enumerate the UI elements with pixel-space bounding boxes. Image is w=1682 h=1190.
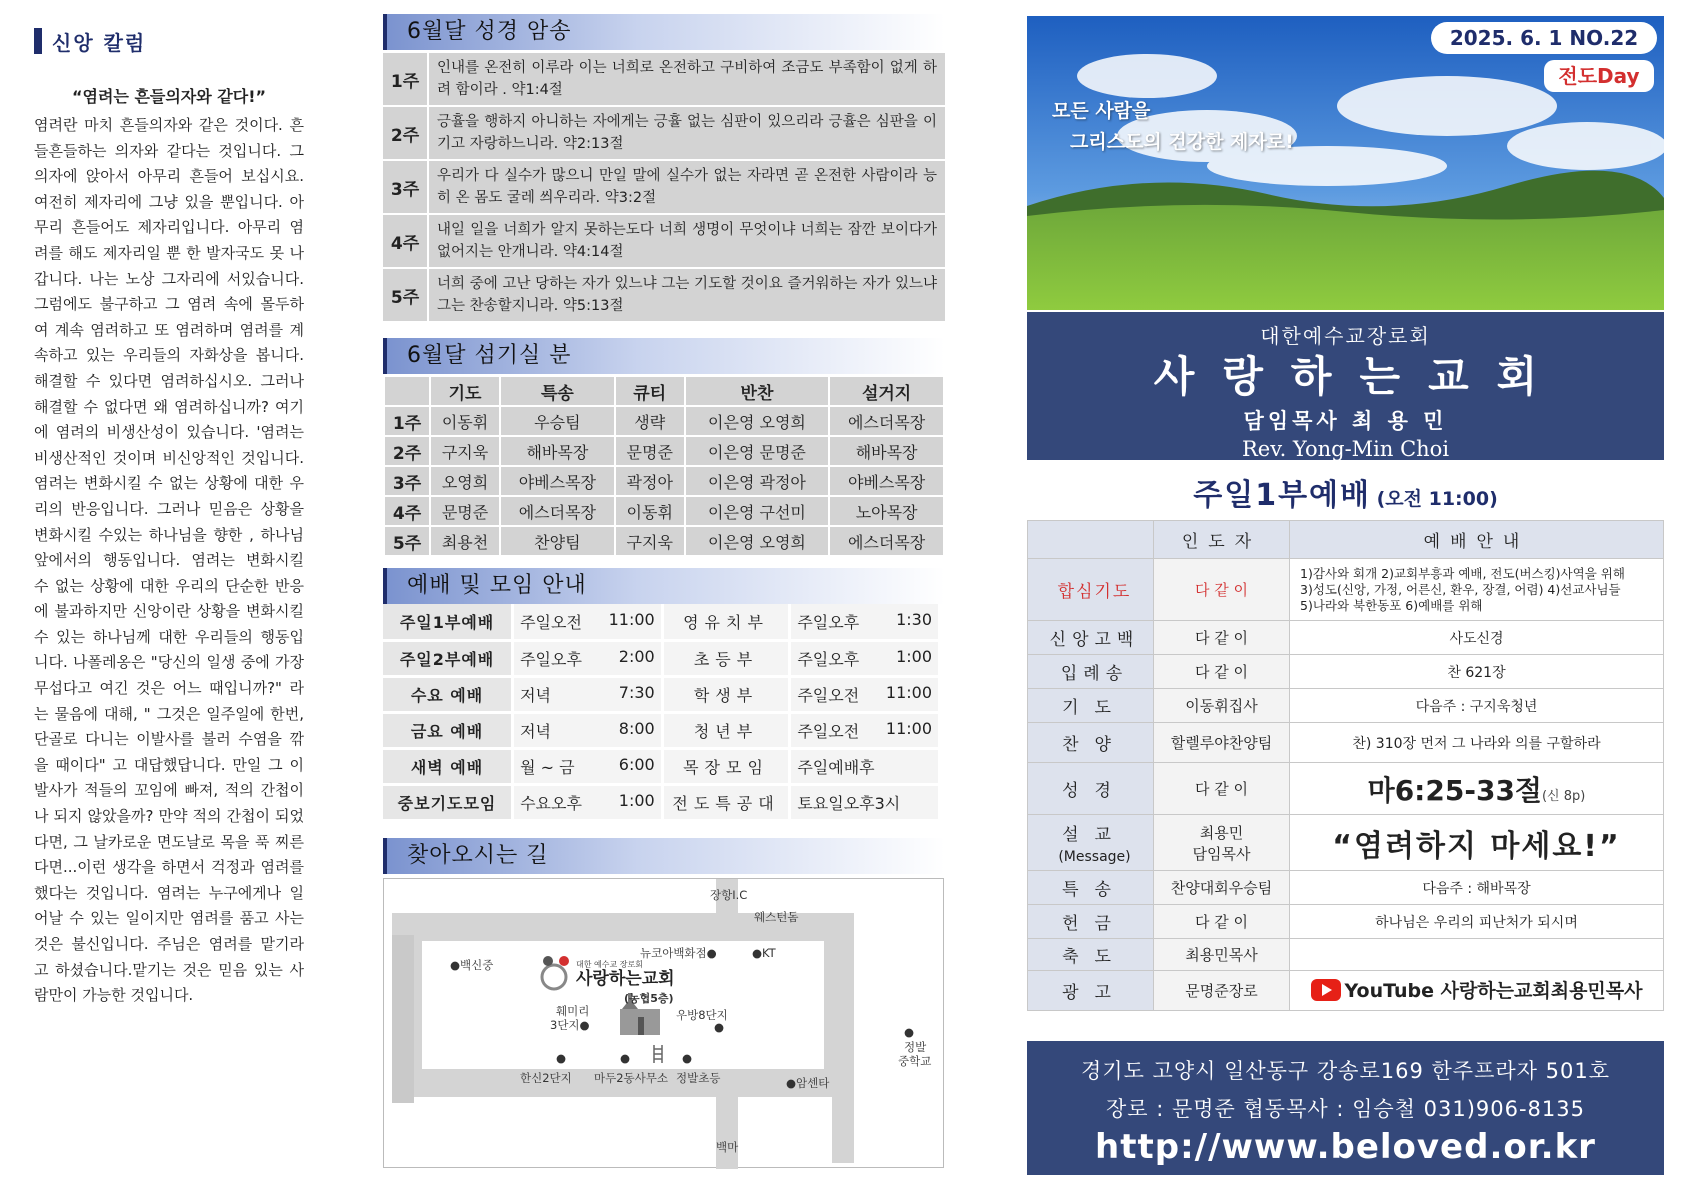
prayer-topics: 1)감사와 회개 2)교회부흥과 예배, 전도(버스킹)사역을 위해 3)성도(신앙, 가정, 어른신, 환우, 장결, 어렴) 4)선교사님들 5)나라와 북한동포 6)예배를 위해	[1300, 565, 1625, 613]
verse-week: 5주	[383, 269, 429, 321]
duty-cell: 이은영 구선미	[685, 496, 829, 526]
order-guide-text: 찬) 310장 먼저 그 나라와 의를 구할하라	[1352, 735, 1601, 752]
order-guide-text: 찬 621장	[1447, 664, 1506, 681]
order-item-label: 설교	[1062, 825, 1127, 845]
map-label-newcore: 뉴코아백화점●	[640, 946, 717, 960]
duty-cell: 해바목장	[829, 436, 944, 466]
duty-cell: 에스더목장	[500, 496, 615, 526]
verse-text: 너희 중에 고난 당하는 자가 있느냐 그는 기도할 것이요 즐거워하는 자가 있느냐 그는 찬송할지니라. 약5:13절	[437, 276, 937, 314]
duty-cell: 에스더목장	[829, 526, 944, 556]
order-item-label: 특송	[1062, 880, 1127, 900]
church-address: 경기도 고양시 일산동구 강송로169 한주프라자 501호	[1081, 1059, 1610, 1083]
map-label-janghang-ic: 장항I.C	[710, 888, 748, 902]
group-hour: 1:00	[896, 646, 932, 666]
service-title	[1027, 470, 1664, 514]
pastor-name: 담임목사 최 용 민	[1243, 409, 1448, 433]
order-item	[1028, 905, 1154, 939]
verse-text: 인내를 온전히 이루라 이는 너희로 온전하고 구비하여 조금도 부족함이 없게 하려 함이라 . 약1:4절	[437, 60, 937, 98]
title-bar	[34, 28, 42, 54]
youtube-channel-link[interactable]: YouTube 사랑하는교회최용민목사	[1344, 980, 1643, 1003]
meeting-day: 저녁	[520, 685, 551, 705]
order-leader: 다 같 이	[1154, 905, 1290, 939]
group-name: 학생부	[662, 676, 790, 712]
duty-header-cell: 기도	[430, 376, 500, 406]
meeting-hour: 11:00	[608, 609, 655, 629]
order-leader: 다 같 이	[1154, 621, 1290, 655]
duty-week: 3주	[384, 466, 430, 496]
slogan-line-2: 그리스도의 건강한 제자로!	[1070, 131, 1294, 153]
order-guide	[1290, 905, 1664, 939]
road-south	[716, 1075, 738, 1169]
order-item-label: 합심기도	[1057, 582, 1132, 602]
meeting-name: 수요 예배	[383, 676, 513, 712]
church-footer	[1027, 1041, 1664, 1175]
order-guide	[1290, 723, 1664, 763]
svg-text:●: ●	[620, 1051, 631, 1065]
church-website-link[interactable]: http://www.beloved.or.kr	[1095, 1127, 1596, 1167]
order-leader: 최용민목사	[1154, 939, 1290, 971]
meeting-time	[513, 640, 663, 676]
road-right	[832, 913, 854, 1163]
duty-header-row	[384, 376, 944, 406]
map-label-jeongbal-elem: 정발초등	[676, 1071, 721, 1085]
column-title	[34, 24, 304, 58]
verse-week: 2주	[383, 107, 429, 159]
group-time	[790, 784, 940, 820]
meeting-hour: 7:30	[618, 682, 655, 702]
order-item-label: 성경	[1062, 781, 1127, 801]
map-label-weston: 웨스턴돔	[754, 910, 799, 924]
scripture-page: (신 8p)	[1541, 788, 1586, 804]
duty-week: 1주	[384, 406, 430, 436]
map-label-church-small: 대한 예수교 장로회	[576, 960, 643, 969]
worship-order-table	[1027, 520, 1664, 1011]
map-label-kt: ●KT	[752, 946, 776, 960]
svg-text:●: ●	[904, 1025, 915, 1039]
order-guide	[1290, 815, 1664, 871]
order-item	[1028, 971, 1154, 1011]
order-header-row	[1028, 521, 1664, 559]
group-name: 목장모임	[662, 748, 790, 784]
location-map	[383, 878, 944, 1168]
duty-cell: 구지욱	[430, 436, 500, 466]
order-guide	[1290, 971, 1664, 1011]
group-day: 주일예배후	[797, 757, 875, 777]
duty-week: 4주	[384, 496, 430, 526]
duty-cell: 구지욱	[615, 526, 685, 556]
duty-cell: 야베스목장	[829, 466, 944, 496]
group-time	[790, 640, 940, 676]
duty-cell: 야베스목장	[500, 466, 615, 496]
order-guide-text: 다음주 : 구지욱청년	[1415, 698, 1538, 715]
faith-column	[34, 24, 304, 1144]
duty-cell: 이동휘	[615, 496, 685, 526]
order-row	[1028, 559, 1664, 621]
map-label-humiri-2: 3단지●	[550, 1018, 590, 1032]
order-row	[1028, 655, 1664, 689]
duty-week: 5주	[384, 526, 430, 556]
verses-heading: 6월달 성경 암송	[383, 14, 945, 50]
order-leader: 찬양대회우승팀	[1154, 871, 1290, 905]
youtube-channel[interactable]	[1311, 976, 1643, 1003]
meeting-hour: 1:00	[618, 790, 655, 810]
verse-row	[383, 215, 945, 269]
map-label-humiri-1: 훼미리	[556, 1004, 590, 1018]
meeting-day: 주일오후	[520, 649, 582, 669]
order-leader: 다 같 이	[1154, 763, 1290, 815]
order-guide	[1290, 655, 1664, 689]
duty-cell: 이은영 문명준	[685, 436, 829, 466]
order-guide	[1290, 621, 1664, 655]
order-guide	[1290, 763, 1664, 815]
group-hour: 11:00	[885, 682, 932, 702]
order-item-label: 신앙고백	[1049, 630, 1140, 650]
order-row	[1028, 689, 1664, 723]
meeting-hour: 8:00	[618, 718, 655, 738]
duty-week: 2주	[384, 436, 430, 466]
column-body: 염려란 마치 흔들의자와 같은 것이다. 흔들흔들하는 의자와 같다는 것입니다. 그 의자에 앉아서 아무리 흔들어 보십시요. 여전히 제자리에 그냥 있을 뿐입니다. 아무리 흔들어도 제자리입니다. 아무리 염려를 해도 제자리일 뿐 한 발자국도 못 나갑니다. 나는 노상 그자리에 서있습니다. 그럼에도 불구하고 그 염려 속에 몰두하여 계속 염려하고 또 염려하며 염려를 계속하고 있는 우리들의 자화상을 봅니다. 해결할 수 있다면 염려하십시오. 그러나 해결할 수 없다면 왜 염려하십니까? 여기에 염려의 비생산성이 있습니다. '염려는 비생산적인 것이며 비신앙적인 것입니다. 염려는 변화시킬 수 없는 상황에 대한 우리의 반응입니다. 그러나 믿음은 상황을 변화시킬 수있는 하나님을 향한 , 하나님 앞에서의 행동입니다. 염려는 변화시킬 수 없는 상황에 대한 우리의 단순한 반응에 불과하지만 신앙이란 상황을 변화시킬 수 있는 하나님께 대한 우리들의 행동입니다. 나폴레옹은 "당신의 일생 중에 가장 무섭다고 여긴 것은 어느 때입니까?" 라는 물음에 대해, " 그것은 일주일에 한번, 단골로 다니는 이발사를 불러 수염을 깎을 때이다" 고 대답했답니다. 만일 그 이발사가 적들의 꼬임에 빠져, 적의 간첩이나 되지 않았을까? 만약 적의 간첩이 되었다면, 그 날카로운 면도날로 목을 푹 찌른다면...이런 생각을 하면서 걱정과 염려를 했다는 것입니다. 염려는 누구에게나 일어날 수 있는 일이지만 염려를 품고 사는 것은 불신입니다. 주님은 염려를 맡기라고 하셨습니다.맡기는 것은 믿음 있는 사람만이 가능한 것입니다.	[34, 116, 304, 1005]
order-item-label: 입례송	[1060, 664, 1129, 684]
meeting-time	[513, 676, 663, 712]
meeting-day: 수요오후	[520, 793, 582, 813]
order-guide	[1290, 939, 1664, 971]
order-leader: 다 같 이	[1154, 655, 1290, 689]
order-row	[1028, 871, 1664, 905]
order-guide	[1290, 559, 1664, 621]
group-time	[790, 676, 940, 712]
duty-header-cell: 반찬	[685, 376, 829, 406]
map-drawing	[384, 879, 945, 1169]
map-heading: 찾아오시는 길	[383, 838, 945, 874]
group-time	[790, 748, 940, 784]
meeting-row	[383, 748, 940, 784]
verse-week: 1주	[383, 53, 429, 105]
sermon-title: “염려하지 마세요!”	[1332, 828, 1621, 864]
map-label-madu: 마두2동사무소	[594, 1071, 668, 1085]
meetings-heading: 예배 및 모임 안내	[383, 568, 945, 604]
group-name: 청년부	[662, 712, 790, 748]
map-label-baekma: 백마	[716, 1140, 739, 1154]
group-hour: 11:00	[885, 718, 932, 738]
verse-row	[383, 269, 945, 323]
verse-text: 긍휼을 행하지 아니하는 자에게는 긍휼 없는 심판이 있으리라 긍휼은 심판을 이기고 자랑하느니라. 약2:13절	[437, 114, 937, 152]
church-contact: 장로 : 문명준 협동목사 : 임승철 031)906-8135	[1105, 1097, 1585, 1121]
map-label-church-floor: (농협5층)	[624, 992, 674, 1005]
order-item	[1028, 655, 1154, 689]
group-day: 주일오후	[797, 649, 860, 669]
meeting-hour: 2:00	[618, 646, 655, 666]
order-item	[1028, 559, 1154, 621]
order-item	[1028, 939, 1154, 971]
church-header	[1027, 312, 1664, 460]
pastor-name-en: Rev. Yong-Min Choi	[1241, 437, 1450, 461]
duty-cell: 노아목장	[829, 496, 944, 526]
duty-header-cell: 특송	[500, 376, 615, 406]
meeting-day: 저녁	[520, 721, 551, 741]
map-label-hanshin: 한신2단지	[520, 1071, 572, 1085]
svg-text:●: ●	[556, 1051, 567, 1065]
order-leader: 다 같 이	[1154, 559, 1290, 621]
meeting-name: 중보기도모임	[383, 784, 513, 820]
order-row	[1028, 939, 1664, 971]
group-day: 토요일오후3시	[797, 793, 901, 813]
order-guide-text: 하나님은 우리의 피난처가 되시며	[1375, 914, 1578, 931]
order-item	[1028, 689, 1154, 723]
order-guide-text: 다음주 : 해바목장	[1422, 880, 1531, 897]
issue-date-badge: 2025. 6. 1 NO.22	[1431, 22, 1657, 54]
order-row	[1028, 763, 1664, 815]
map-label-amcenter: ●암센타	[786, 1076, 830, 1090]
column-title-text: 신앙 칼럼	[52, 30, 147, 55]
meeting-time	[513, 712, 663, 748]
group-time	[790, 604, 940, 640]
column-quote: “염려는 흔들의자와 같다!”	[71, 87, 267, 106]
order-item	[1028, 871, 1154, 905]
duty-header-cell: 설거지	[829, 376, 944, 406]
group-name: 영유치부	[662, 604, 790, 640]
order-row	[1028, 971, 1664, 1011]
group-time	[790, 712, 940, 748]
duty-cell: 이동휘	[430, 406, 500, 436]
verse-week: 4주	[383, 215, 429, 267]
duty-row	[384, 436, 944, 466]
meeting-row	[383, 784, 940, 820]
group-day: 주일오전	[797, 685, 860, 705]
meeting-row	[383, 712, 940, 748]
group-day: 주일오후	[797, 612, 860, 632]
meeting-name: 주일2부예배	[383, 640, 513, 676]
order-row	[1028, 723, 1664, 763]
order-item-label: 기도	[1062, 698, 1127, 718]
order-item-label: 찬양	[1062, 735, 1127, 755]
order-guide-text: 사도신경	[1449, 630, 1504, 647]
meeting-row	[383, 640, 940, 676]
duty-cell: 생략	[615, 406, 685, 436]
meeting-row	[383, 604, 940, 640]
verse-row	[383, 53, 945, 107]
map-label-jeongbal-mid-1: 정발	[904, 1040, 927, 1054]
youtube-icon	[1311, 979, 1341, 1001]
order-leader: 할렐루야찬양팀	[1154, 723, 1290, 763]
meeting-name: 금요 예배	[383, 712, 513, 748]
order-leader: 최용민 담임목사	[1154, 815, 1290, 871]
map-label-church-name: 사랑하는교회	[576, 969, 675, 989]
order-item	[1028, 723, 1154, 763]
duty-row	[384, 496, 944, 526]
svg-text:●: ●	[682, 1051, 693, 1065]
verse-text: 우리가 다 실수가 많으니 만일 말에 실수가 없는 자라면 곧 온전한 사람이라 능히 온 몸도 굴레 씌우리라. 약3:2절	[437, 168, 937, 206]
duty-row	[384, 526, 944, 556]
duty-cell: 이은영 곽정아	[685, 466, 829, 496]
meeting-time	[513, 604, 663, 640]
duty-cell: 이은영 오영희	[685, 526, 829, 556]
duty-heading: 6월달 섬기실 분	[383, 338, 945, 374]
meeting-time	[513, 748, 663, 784]
duty-cell: 최용천	[430, 526, 500, 556]
order-item	[1028, 815, 1154, 871]
map-label-jeongbal-mid-2: 중학교	[898, 1054, 932, 1068]
group-day: 주일오전	[797, 721, 860, 741]
duty-header-cell: 큐티	[615, 376, 685, 406]
group-hour: 1:30	[896, 609, 932, 629]
meeting-row	[383, 676, 940, 712]
duty-row	[384, 406, 944, 436]
service-time: (오전 11:00)	[1376, 488, 1498, 510]
meeting-day: 주일오전	[520, 612, 582, 632]
order-item-sub: (Message)	[1058, 849, 1131, 865]
banner-slogan	[1052, 96, 1294, 158]
event-day-badge: 전도Day	[1544, 60, 1654, 92]
order-item	[1028, 621, 1154, 655]
order-item-label: 광고	[1062, 983, 1127, 1003]
map-label-ubang: 우방8단지	[676, 1008, 728, 1022]
duty-cell: 문명준	[430, 496, 500, 526]
order-guide	[1290, 689, 1664, 723]
verse-row	[383, 107, 945, 161]
order-row	[1028, 905, 1664, 939]
duty-cell: 찬양팀	[500, 526, 615, 556]
verses-table	[383, 53, 945, 323]
meeting-time	[513, 784, 663, 820]
order-leader: 문명준장로	[1154, 971, 1290, 1011]
meeting-name: 주일1부예배	[383, 604, 513, 640]
verse-row	[383, 161, 945, 215]
order-leader: 이동휘집사	[1154, 689, 1290, 723]
slogan-line-1: 모든 사람을	[1052, 100, 1151, 122]
duty-cell: 곽정아	[615, 466, 685, 496]
order-guide	[1290, 871, 1664, 905]
duty-cell: 문명준	[615, 436, 685, 466]
meeting-name: 새벽 예배	[383, 748, 513, 784]
meeting-hour: 6:00	[618, 754, 655, 774]
order-item-label: 헌금	[1062, 914, 1127, 934]
verse-text: 내일 일을 너희가 알지 못하는도다 너희 생명이 무엇이냐 너희는 잠깐 보이다가 없어지는 안개니라. 약4:14절	[437, 222, 937, 260]
duty-cell: 에스더목장	[829, 406, 944, 436]
duty-cell: 오영희	[430, 466, 500, 496]
meetings-table	[383, 604, 941, 822]
map-label-baeksin: ●백신중	[450, 958, 494, 972]
order-row	[1028, 815, 1664, 871]
order-item-label: 축도	[1062, 947, 1127, 967]
order-header-leader: 인도자	[1154, 521, 1290, 559]
service-name: 주일1부예배	[1193, 478, 1372, 513]
duty-table	[383, 375, 945, 557]
duty-cell: 우승팀	[500, 406, 615, 436]
scripture-reference: 마6:25-33절	[1367, 773, 1542, 807]
duty-cell: 이은영 오영희	[685, 406, 829, 436]
duty-cell: 해바목장	[500, 436, 615, 466]
denomination: 대한예수교장로회	[1260, 324, 1431, 348]
duty-row	[384, 466, 944, 496]
svg-text:●: ●	[714, 1020, 725, 1034]
meeting-day: 월 ~ 금	[520, 757, 575, 777]
church-name: 사랑하는교회	[1153, 352, 1566, 401]
order-header-guide: 예배안내	[1290, 521, 1664, 559]
group-name: 전도특공대	[662, 784, 790, 820]
group-name: 초등부	[662, 640, 790, 676]
order-item	[1028, 763, 1154, 815]
verse-week: 3주	[383, 161, 429, 213]
order-row	[1028, 621, 1664, 655]
